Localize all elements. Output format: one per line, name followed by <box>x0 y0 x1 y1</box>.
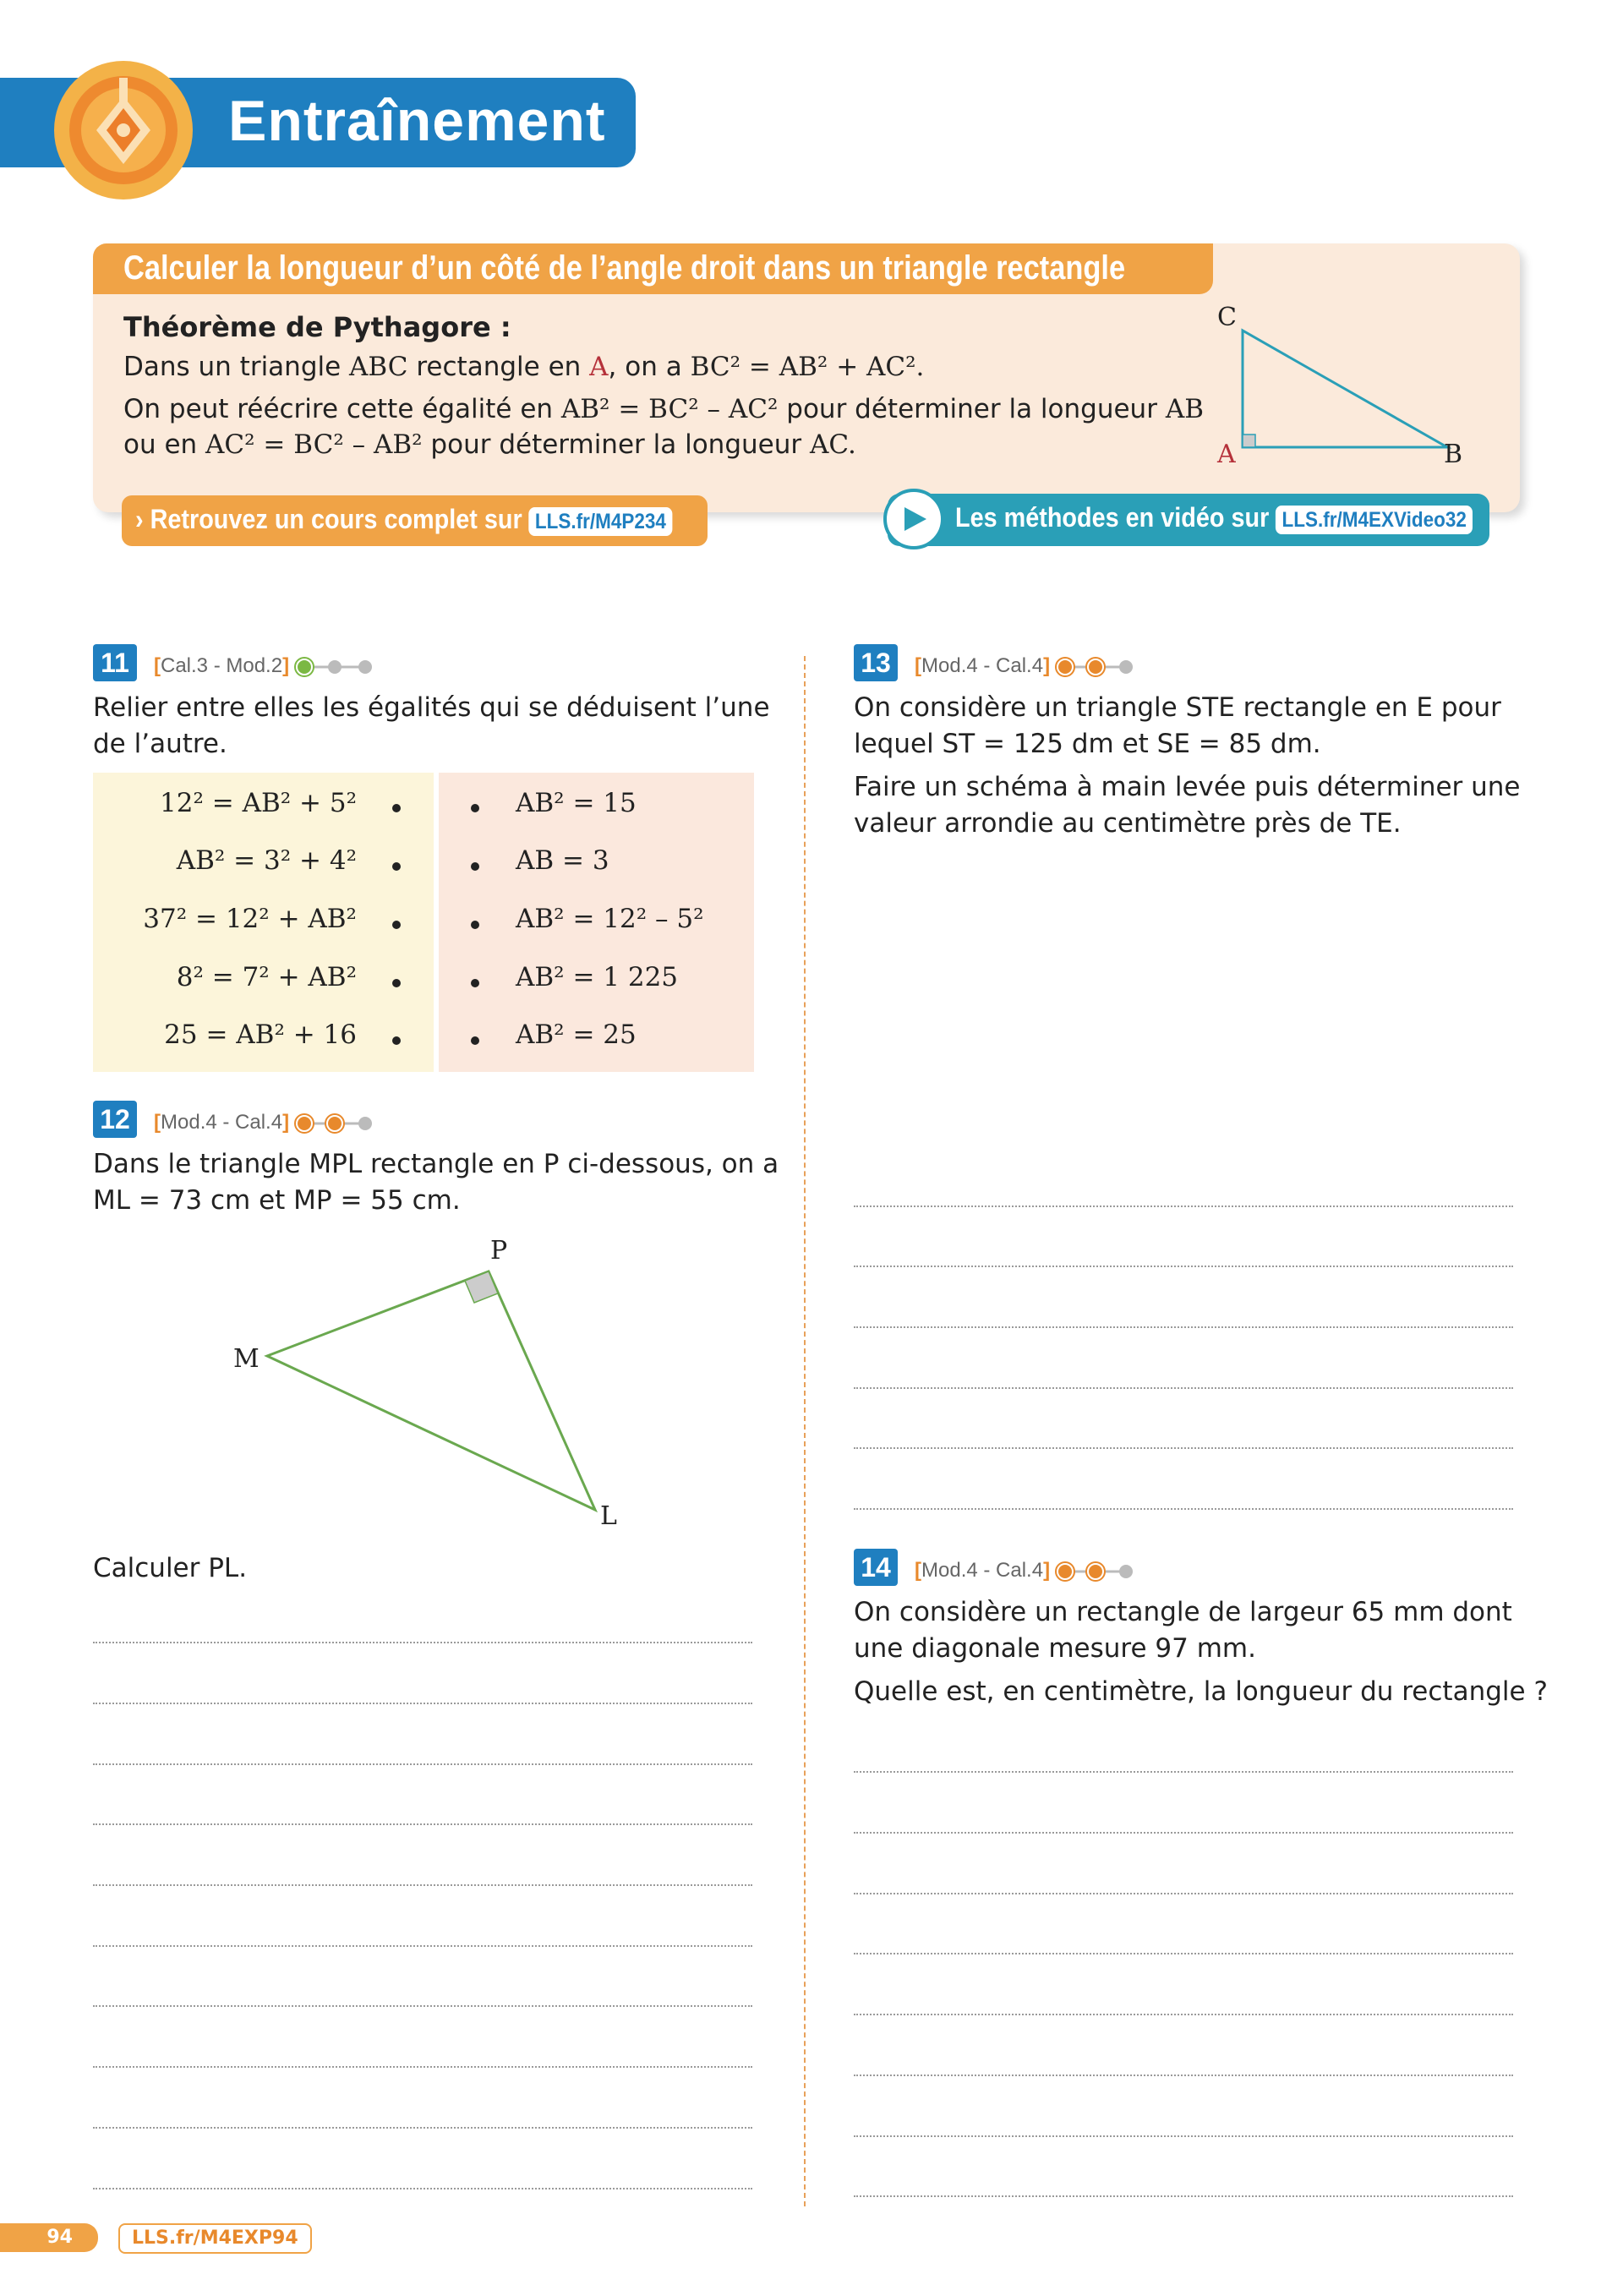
vertex-c-label: C <box>1217 303 1237 332</box>
exercise-11-tag: [Cal.3 - Mod.2] <box>154 654 290 677</box>
vertex-a-label: A <box>1217 440 1236 469</box>
course-link-text[interactable]: › Retrouvez un cours complet sur LLS.fr/M4P234 <box>135 504 672 536</box>
exercise-14-number: 14 <box>854 1549 898 1586</box>
answer-line[interactable] <box>854 1832 1513 1834</box>
answer-line[interactable] <box>854 1771 1513 1773</box>
column-divider <box>804 656 806 2206</box>
difficulty-1-icon <box>292 656 377 678</box>
exercise-14-text-1: On considère un rectangle de largeur 65 mm dont <box>854 1597 1512 1627</box>
video-link-text[interactable]: Les méthodes en vidéo sur LLS.fr/M4EXVideo32 <box>955 502 1473 534</box>
answer-line[interactable] <box>93 1823 752 1825</box>
right-link-dot[interactable] <box>471 1036 479 1045</box>
vertex-m-label: M <box>233 1344 260 1374</box>
exercise-14-text-3: Quelle est, en centimètre, la longueur du rectangle ? <box>854 1676 1548 1707</box>
difficulty-2-icon <box>292 1112 377 1134</box>
left-link-dot[interactable] <box>392 921 401 929</box>
course-link-url: LLS.fr/M4P234 <box>529 507 672 536</box>
right-link-dot[interactable] <box>471 921 479 929</box>
exercise-12-text-2: ML = 73 cm et MP = 55 cm. <box>93 1185 461 1216</box>
exercise-12-number: 12 <box>93 1101 137 1138</box>
footer-link[interactable]: LLS.fr/M4EXP94 <box>118 2223 312 2254</box>
right-link-dot[interactable] <box>471 862 479 871</box>
answer-line[interactable] <box>93 1884 752 1886</box>
answer-line[interactable] <box>854 1508 1513 1510</box>
theorem-title: Théorème de Pythagore : <box>123 311 511 343</box>
page-number: 94 <box>0 2223 98 2252</box>
answer-line[interactable] <box>93 2005 752 2007</box>
answer-line[interactable] <box>854 2195 1513 2197</box>
exercise-14-text-2: une diagonale mesure 97 mm. <box>854 1633 1256 1664</box>
answer-line[interactable] <box>93 1703 752 1704</box>
exercise-12-question: Calculer PL. <box>93 1553 248 1583</box>
answer-line[interactable] <box>854 1205 1513 1207</box>
left-equality: 8² = 7² + AB² <box>176 962 357 992</box>
answer-line[interactable] <box>854 1893 1513 1894</box>
left-equality: 25 = AB² + 16 <box>164 1020 357 1050</box>
answer-line[interactable] <box>854 2135 1513 2137</box>
exercise-13-text-2: lequel ST = 125 dm et SE = 85 dm. <box>854 729 1321 759</box>
left-link-dot[interactable] <box>392 979 401 987</box>
exercise-12-text-1: Dans le triangle MPL rectangle en P ci-dessous, on a <box>93 1149 779 1179</box>
right-equality: AB² = 25 <box>516 1020 637 1050</box>
left-equality: AB² = 3² + 4² <box>176 845 357 876</box>
answer-line[interactable] <box>854 1447 1513 1449</box>
answer-line[interactable] <box>854 1387 1513 1389</box>
answer-line[interactable] <box>854 2075 1513 2076</box>
answer-line[interactable] <box>93 1763 752 1765</box>
answer-line[interactable] <box>854 1953 1513 1954</box>
answer-line[interactable] <box>854 2014 1513 2015</box>
difficulty-2-icon <box>1053 656 1138 678</box>
theorem-line-3: ou en AC² = BC² – AB² pour déterminer la longueur AC. <box>123 429 856 460</box>
triangle-abc-figure <box>1209 301 1479 470</box>
exercise-13-text-1: On considère un triangle STE rectangle en E pour <box>854 692 1501 723</box>
answer-line[interactable] <box>854 1326 1513 1328</box>
right-equality: AB² = 12² – 5² <box>516 904 704 934</box>
vertex-b-label: B <box>1444 440 1463 469</box>
exercise-11-text-2: de l’autre. <box>93 729 227 759</box>
answer-line[interactable] <box>93 2066 752 2068</box>
left-link-dot[interactable] <box>392 804 401 812</box>
exercise-13-tag: [Mod.4 - Cal.4] <box>915 654 1051 677</box>
answer-line[interactable] <box>93 2127 752 2129</box>
exercise-11-text-1: Relier entre elles les égalités qui se déduisent l’une <box>93 692 770 723</box>
exercise-14-tag: [Mod.4 - Cal.4] <box>915 1559 1051 1582</box>
video-link-url: LLS.fr/M4EXVideo32 <box>1276 506 1473 534</box>
answer-line[interactable] <box>93 1642 752 1643</box>
method-title: Calculer la longueur d’un côté de l’angle droit dans un triangle rectangle <box>123 249 1126 287</box>
right-equality: AB² = 15 <box>516 788 637 818</box>
difficulty-2-icon <box>1053 1561 1138 1583</box>
left-link-dot[interactable] <box>392 1036 401 1045</box>
right-equality: AB = 3 <box>516 845 609 876</box>
compass-pen-icon <box>52 59 194 201</box>
theorem-line-2: On peut réécrire cette égalité en AB² = BC² – AC² pour déterminer la longueur AB <box>123 394 1204 424</box>
left-link-dot[interactable] <box>392 862 401 871</box>
vertex-l-label: L <box>600 1501 617 1531</box>
answer-line[interactable] <box>854 1266 1513 1267</box>
right-link-dot[interactable] <box>471 979 479 987</box>
play-icon[interactable] <box>903 506 928 533</box>
answer-line[interactable] <box>93 1945 752 1947</box>
exercise-11-number: 11 <box>93 644 137 681</box>
answer-line[interactable] <box>93 2188 752 2189</box>
right-equality: AB² = 1 225 <box>516 962 679 992</box>
theorem-line-1: Dans un triangle ABC rectangle en A, on a BC² = AB² + AC². <box>123 352 925 382</box>
exercise-13-number: 13 <box>854 644 898 681</box>
triangle-mpl-figure <box>254 1251 609 1522</box>
left-equality: 37² = 12² + AB² <box>143 904 357 934</box>
exercise-13-text-4: valeur arrondie au centimètre près de TE. <box>854 808 1402 839</box>
vertex-p-label: P <box>490 1236 508 1266</box>
page-title: Entraînement <box>228 89 606 153</box>
left-equality: 12² = AB² + 5² <box>160 788 357 818</box>
exercise-13-text-3: Faire un schéma à main levée puis déterminer une <box>854 772 1521 802</box>
right-link-dot[interactable] <box>471 804 479 812</box>
exercise-12-tag: [Mod.4 - Cal.4] <box>154 1111 290 1134</box>
